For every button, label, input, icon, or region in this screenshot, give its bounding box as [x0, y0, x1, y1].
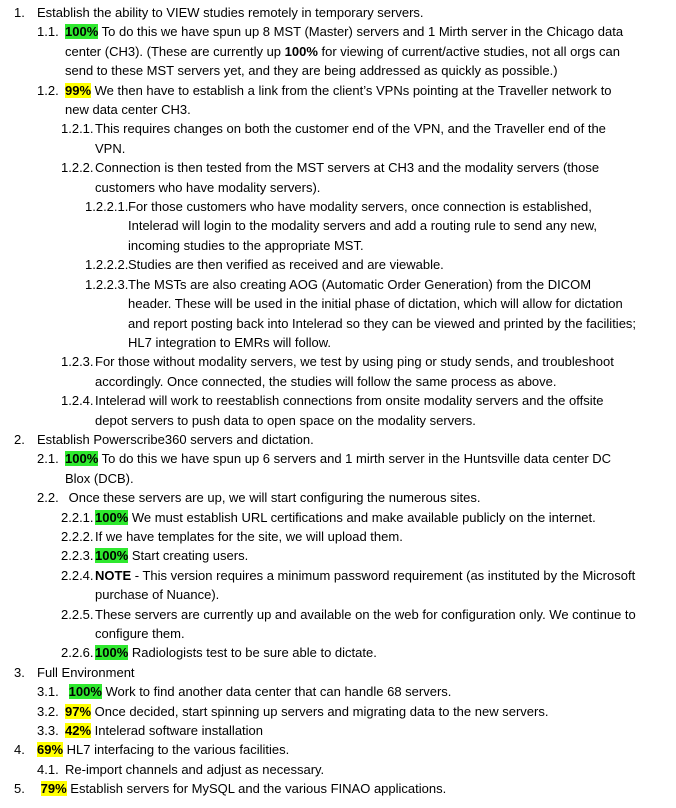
- outline-item-number: 1.2.4.: [61, 393, 94, 409]
- outline-item-level-3: [61, 546, 638, 565]
- outline-item-number: 1.2.1.: [61, 121, 94, 137]
- text-run: We then have to establish a link from the client’s VPNs pointing at the Traveller network to new data center CH3.: [65, 82, 616, 118]
- outline-item-level-2: [37, 488, 638, 507]
- text-run: Connection is then tested from the MST servers at CH3 and the modality servers (those customers who have modality servers).: [95, 160, 603, 195]
- bold-text: NOTE: [95, 567, 132, 583]
- outline-item-level-4: [85, 275, 638, 353]
- outline-item-text: [65, 682, 638, 701]
- outline-item-level-3: [61, 119, 638, 158]
- outline-item-number: 2.2.2.: [61, 528, 94, 544]
- outline-item-text: [95, 546, 638, 565]
- text-run: HL7 interfacing to the various facilities.: [63, 742, 290, 758]
- outline-item-text: [37, 3, 638, 22]
- outline-item-number: 2.2.6.: [61, 645, 94, 661]
- text-run: Establish servers for MySQL and the various FINAO applications.: [66, 781, 447, 797]
- outline-item-text: [37, 430, 638, 449]
- outline-item-level-1: [14, 779, 638, 798]
- outline-item-level-3: [61, 391, 638, 430]
- text-run: Intelerad software installation: [91, 723, 264, 739]
- outline-item-number: 1.2.2.3.: [85, 276, 129, 292]
- text-run: We must establish URL certifications and make available publicly on the internet.: [128, 509, 596, 525]
- progress-badge-in-progress: 99%: [65, 82, 92, 98]
- outline-item-number: 1.2.2.: [61, 160, 94, 176]
- text-run: Start creating users.: [128, 548, 249, 564]
- outline-item-level-3: [61, 508, 638, 527]
- outline-item-number: 4.1.: [37, 761, 59, 777]
- outline-item-level-2: [37, 760, 638, 779]
- progress-badge-in-progress: 79%: [40, 781, 67, 797]
- outline-item-number: 3.: [14, 664, 25, 680]
- outline-item-number: 4.: [14, 742, 25, 758]
- outline-item-number: 3.1.: [37, 684, 59, 700]
- text-run: for viewing of current/active studies, not all orgs can send to these MST servers yet, and they are being addressed as quickly as possible.): [65, 43, 624, 79]
- outline-item-text: [95, 605, 638, 644]
- outline-item-text: [95, 527, 638, 546]
- text-run: Re-import channels and adjust as necessary.: [65, 761, 325, 777]
- progress-badge-complete: 100%: [95, 645, 129, 661]
- text-run: To do this we have spun up 8 MST (Master) servers and 1 Mirth server in the Chicago data center (CH3). (These are currently up: [65, 24, 627, 59]
- document-outline: [0, 3, 676, 799]
- outline-item-level-1: [14, 3, 638, 22]
- outline-item-text: [128, 197, 638, 255]
- outline-item-number: 1.1.: [37, 24, 59, 40]
- outline-item-text: [65, 449, 638, 488]
- outline-item-level-2: [37, 702, 638, 721]
- outline-item-text: [95, 158, 638, 197]
- outline-item-text: [37, 663, 638, 682]
- text-run: Radiologists test to be sure able to dictate.: [128, 645, 377, 661]
- outline-item-text: [65, 721, 638, 740]
- outline-item-level-3: [61, 352, 638, 391]
- outline-item-level-2: [37, 721, 638, 740]
- outline-item-number: 1.: [14, 5, 25, 20]
- text-run: Once decided, start spinning up servers and migrating data to the new servers.: [91, 703, 549, 719]
- text-run: To do this we have spun up 6 servers and 1 mirth server in the Huntsville data center DC Blox (DCB).: [65, 451, 615, 486]
- outline-item-number: 1.2.: [37, 82, 59, 98]
- bold-text: 100%: [284, 43, 318, 59]
- outline-item-number: 2.2.3.: [61, 548, 94, 564]
- outline-item-text: [95, 643, 638, 662]
- outline-item-level-3: [61, 643, 638, 662]
- text-run: - This version requires a minimum password requirement (as instituted by the Microsoft purchase of Nuance).: [95, 567, 639, 603]
- outline-item-level-2: [37, 682, 638, 701]
- text-run: Establish the ability to VIEW studies remotely in temporary servers.: [37, 5, 424, 20]
- outline-item-level-2: [37, 22, 638, 80]
- progress-badge-complete: 100%: [65, 451, 99, 467]
- text-run: Full Environment: [37, 664, 135, 680]
- outline-item-number: 1.2.2.1.: [85, 199, 129, 215]
- text-run: Work to find another data center that can handle 68 servers.: [101, 684, 452, 700]
- outline-item-level-3: [61, 566, 638, 605]
- outline-item-text: [65, 22, 638, 80]
- outline-item-number: 2.2.: [37, 490, 59, 506]
- outline-item-number: 3.3.: [37, 723, 59, 739]
- outline-item-level-3: [61, 158, 638, 197]
- text-run: This requires changes on both the customer end of the VPN, and the Traveller end of the VPN.: [95, 121, 610, 156]
- outline-item-text: [128, 275, 638, 353]
- outline-item-number: 5.: [14, 781, 25, 797]
- text-run: Studies are then verified as received and are viewable.: [128, 257, 444, 273]
- outline-item-level-4: [85, 255, 638, 274]
- outline-item-text: [95, 508, 638, 527]
- outline-item-level-3: [61, 605, 638, 644]
- text-run: These servers are currently up and available on the web for configuration only. We continue to configure them.: [95, 606, 640, 641]
- progress-badge-complete: 100%: [95, 548, 129, 564]
- outline-item-number: 3.2.: [37, 703, 59, 719]
- outline-item-level-1: [14, 663, 638, 682]
- outline-item-text: [95, 119, 638, 158]
- text-run: For those without modality servers, we test by using ping or study sends, and troubleshoot accordingly. Once connected, the studies will follow the same process as above.: [95, 354, 618, 389]
- text-run: Once these servers are up, we will start configuring the numerous sites.: [65, 490, 481, 506]
- progress-badge-in-progress: 69%: [37, 742, 64, 758]
- outline-item-level-1: [14, 430, 638, 449]
- outline-item-level-4: [85, 197, 638, 255]
- outline-item-level-1: [14, 740, 638, 759]
- outline-item-level-3: [61, 527, 638, 546]
- outline-item-number: 2.1.: [37, 451, 59, 467]
- outline-item-text: [65, 702, 638, 721]
- progress-badge-complete: 100%: [95, 509, 129, 525]
- outline-item-text: [65, 760, 638, 779]
- outline-item-level-2: [37, 449, 638, 488]
- outline-item-level-2: [37, 81, 638, 120]
- outline-item-text: [128, 255, 638, 274]
- outline-item-text: [95, 391, 638, 430]
- outline-item-text: [37, 740, 638, 759]
- outline-item-number: 2.: [14, 431, 25, 447]
- progress-badge-complete: 100%: [68, 684, 102, 700]
- outline-item-number: 2.2.4.: [61, 567, 94, 583]
- outline-item-number: 2.2.5.: [61, 606, 94, 622]
- outline-item-number: 1.2.2.2.: [85, 257, 129, 273]
- progress-badge-in-progress: 42%: [65, 723, 92, 739]
- progress-badge-complete: 100%: [65, 24, 99, 40]
- outline-item-number: 1.2.3.: [61, 354, 94, 370]
- text-run: For those customers who have modality servers, once connection is established, Intelerad will login to the modality servers and add a routing rule to send any new, incoming studies to the appropriate MST.: [128, 199, 601, 253]
- text-run: If we have templates for the site, we will upload them.: [95, 528, 403, 544]
- outline-item-text: [37, 779, 638, 798]
- outline-item-number: 2.2.1.: [61, 509, 94, 525]
- outline-item-text: [95, 566, 638, 605]
- text-run: The MSTs are also creating AOG (Automatic Order Generation) from the DICOM header. These will be used in the initial phase of dictation, which will allow for dictation and report posting back into Intelerad so they can be viewed and printed by the facilities; HL7 integration to EMRs will follow.: [128, 276, 640, 350]
- text-run: Intelerad will work to reestablish connections from onsite modality servers and the offsite depot servers to push data to open space on the modality servers.: [95, 393, 608, 428]
- outline-item-text: [95, 352, 638, 391]
- outline-item-text: [65, 488, 638, 507]
- text-run: Establish Powerscribe360 servers and dictation.: [37, 431, 314, 447]
- outline-item-text: [65, 81, 638, 120]
- progress-badge-in-progress: 97%: [65, 703, 92, 719]
